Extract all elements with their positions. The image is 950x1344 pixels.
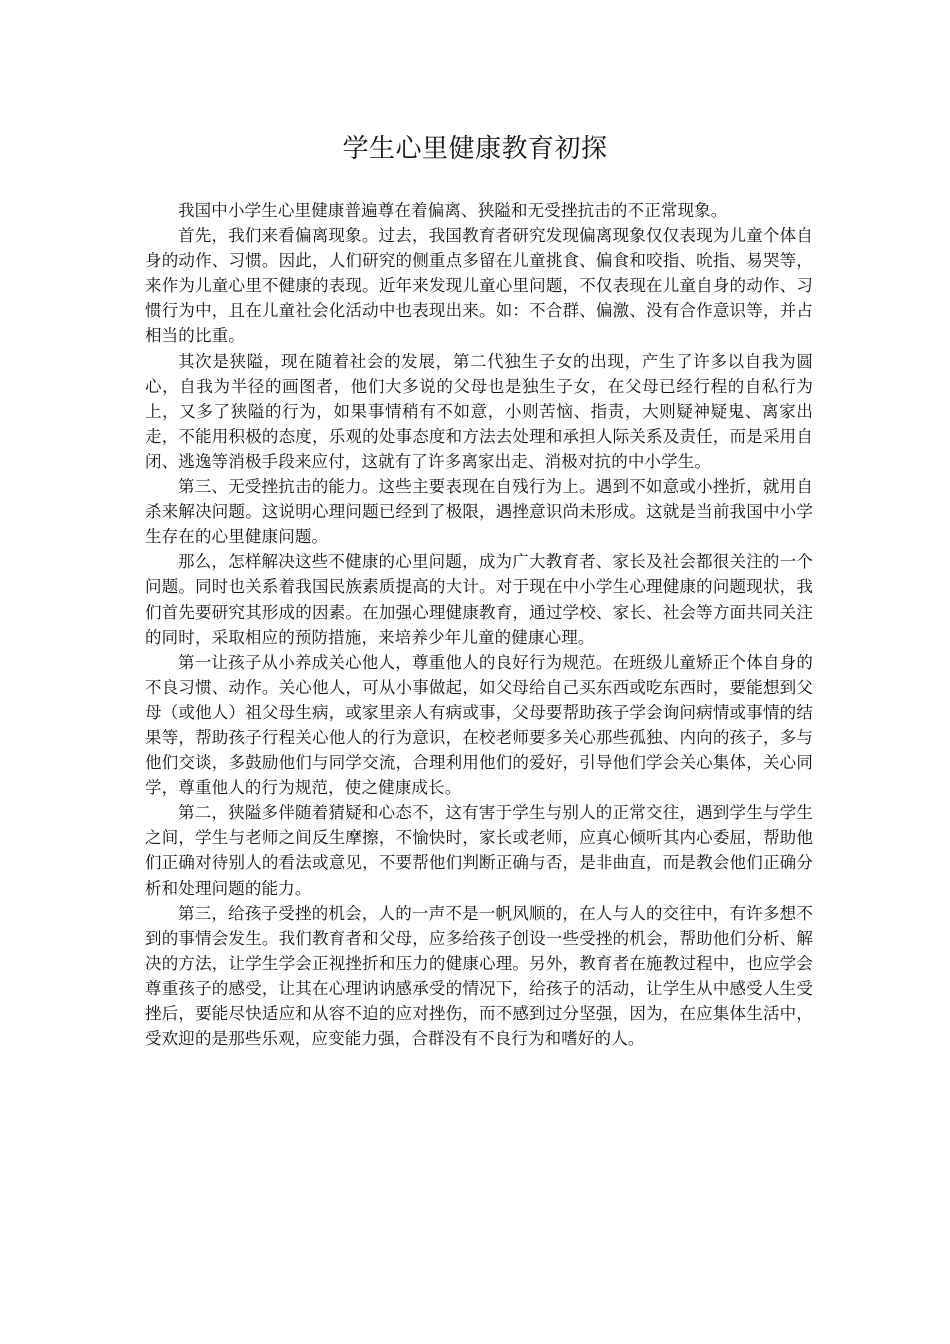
paragraph-5: 那么，怎样解决这些不健康的心里问题，成为广大教育者、家长及社会都很关注的一个问题。同时也关系着我国民族素质提高的大计。对于现在中小学生心理健康的问题现状，我们首先要研究其形成的因素。在加强心理健康教育，通过学校、家长、社会等方面共同关注的同时，采取相应的预防措施，来培养少年儿童的健康心理。: [145, 552, 813, 647]
paragraph-8: 第三，给孩子受挫的机会，人的一声不是一帆风顺的，在人与人的交往中，有许多想不到的事情会发生。我们教育者和父母，应多给孩子创设一些受挫的机会，帮助他们分析、解决的方法，让学生学会正视挫折和压力的健康心理。另外，教育者在施教过程中，也应学会尊重孩子的感受，让其在心理讷讷感承受的情况下，给孩子的活动，让学生从中感受人生受挫后，要能尽快适应和从容不迫的应对挫伤，而不感到过分坚强，因为，在应集体生活中，受欢迎的是那些乐观，应变能力强，合群没有不良行为和嗜好的人。: [145, 903, 813, 1049]
paragraph-7: 第二，狭隘多伴随着猜疑和心态不，这有害于学生与别人的正常交往，遇到学生与学生之间，学生与老师之间反生摩擦，不愉快时，家长或老师，应真心倾听其内心委屈，帮助他们正确对待别人的看法或意见，不要帮他们判断正确与否，是非曲直，而是教会他们正确分析和处理问题的能力。: [145, 803, 813, 898]
paragraph-2: 首先，我们来看偏离现象。过去，我国教育者研究发现偏离现象仅仅表现为儿童个体自身的动作、习惯。因此，人们研究的侧重点多留在儿童挑食、偏食和咬指、吮指、易哭等，来作为儿童心里不健康的表现。近年来发现儿童心里问题，不仅表现在儿童自身的动作、习惯行为中，且在儿童社会化活动中也表现出来。如：不合群、偏激、没有合作意识等，并占相当的比重。: [145, 226, 813, 346]
document-title: 学生心里健康教育初探: [342, 134, 608, 164]
document-body: [145, 198, 813, 1051]
paragraph-4: 第三、无受挫抗击的能力。这些主要表现在自残行为上。遇到不如意或小挫折，就用自杀来解决问题。这说明心理问题已经到了极限，遇挫意识尚未形成。这就是当前我国中小学生存在的心里健康问题。: [145, 477, 813, 547]
paragraph-3: 其次是狭隘，现在随着社会的发展，第二代独生子女的出现，产生了许多以自我为圆心，自我为半径的画图者，他们大多说的父母也是独生子女，在父母已经行程的自私行为上，又多了狭隘的行为，如果事情稍有不如意，小则苦恼、指责，大则疑神疑鬼、离家出走，不能用积极的态度，乐观的处事态度和方法去处理和承担人际关系及责任，而是采用自闭、逃逸等消极手段来应付，这就有了许多离家出走、消极对抗的中小学生。: [145, 351, 813, 471]
paragraph-1: 我国中小学生心里健康普遍尊在着偏离、狭隘和无受挫抗击的不正常现象。: [178, 201, 728, 220]
paragraph-6: 第一让孩子从小养成关心他人，尊重他人的良好行为规范。在班级儿童矫正个体自身的不良习惯、动作。关心他人，可从小事做起，如父母给自己买东西或吃东西时，要能想到父母（或他人）祖父母生病，或家里亲人有病或事，父母要帮助孩子学会询问病情或事情的结果等，帮助孩子行程关心他人的行为意识，在校老师要多关心那些孤独、内向的孩子，多与他们交谈，多鼓励他们与同学交流，合理利用他们的爱好，引导他们学会关心集体，关心同学，尊重他人的行为规范，使之健康成长。: [145, 652, 813, 798]
